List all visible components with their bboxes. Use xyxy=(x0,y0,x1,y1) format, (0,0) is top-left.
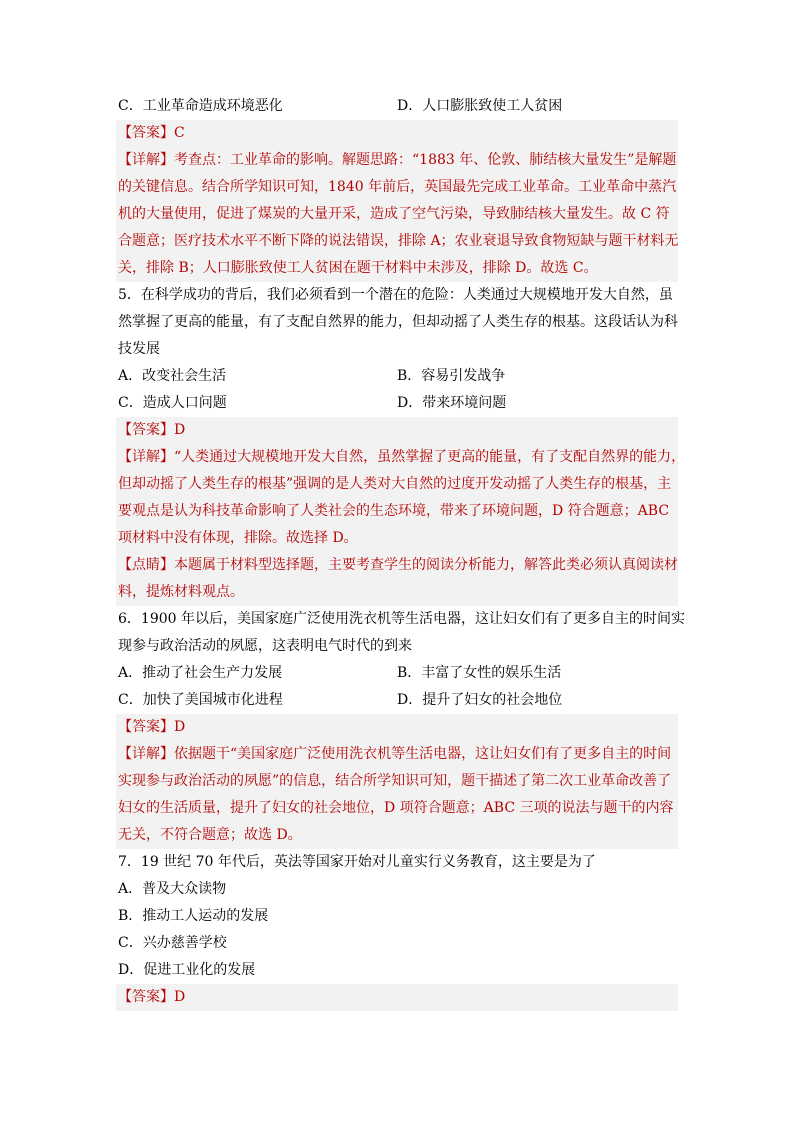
q4-option-c: C．工业革命造成环境恶化 xyxy=(118,98,283,114)
q7-option-a: A．普及大众读物 xyxy=(118,881,227,897)
q6-option-b: B．丰富了女性的娱乐生活 xyxy=(397,665,562,681)
q6-detail-line: 妇女的生活质量，提升了妇女的社会地位，D 项符合题意；ABC 三项的说法与题干的内容 xyxy=(118,800,674,816)
q7-option-c: C．兴办慈善学校 xyxy=(118,935,227,951)
q4-options-cd xyxy=(118,93,678,120)
q6-detail-line: 无关，不符合题意；故选 D。 xyxy=(118,827,302,843)
q5-option-d: D．带来环境问题 xyxy=(397,395,507,411)
q7-answer-block xyxy=(116,984,678,1011)
q6-detail-line: 【详解】依据题干“美国家庭广泛使用洗衣机等生活电器，这让妇女们有了更多自主的时间 xyxy=(118,746,672,762)
q7-answer: 【答案】D xyxy=(118,989,186,1005)
q7-option-b: B．推动工人运动的发展 xyxy=(118,908,269,924)
q5-stem-line: 5．在科学成功的背后，我们必须看到一个潜在的危险：人类通过大规模地开发大自然，虽 xyxy=(118,287,673,303)
q6-option-d: D．提升了妇女的社会地位 xyxy=(397,692,563,708)
q4-detail-line: 合题意；医疗技术水平不断下降的说法错误，排除 A；农业衰退导致食物短缺与题干材料无 xyxy=(118,233,679,249)
q7-stem: 7．19 世纪 70 年代后，英法等国家开始对儿童实行义务教育，这主要是为了 xyxy=(118,854,596,870)
q5-options-cd xyxy=(118,390,678,417)
q5-detail-line: 项材料中没有体现，排除。故选择 D。 xyxy=(118,530,358,546)
q5-detail-line: 【详解】“人类通过大规模地开发大自然，虽然掌握了更高的能量，有了支配自然界的能力， xyxy=(118,449,686,465)
q5-options-ab xyxy=(118,363,678,390)
q5-option-a: A．改变社会生活 xyxy=(118,368,227,384)
q4-answer-block xyxy=(116,120,678,282)
q4-answer: 【答案】C xyxy=(118,125,185,141)
q6-answer: 【答案】D xyxy=(118,719,186,735)
page-content xyxy=(118,93,686,1011)
q6-detail-line: 实现参与政治活动的夙愿”的信息，结合所学知识可知，题干描述了第二次工业革命改善了 xyxy=(118,773,672,789)
q6-stem-line: 6．1900 年以后，美国家庭广泛使用洗衣机等生活电器，这让妇女们有了更多自主的时间实 xyxy=(118,611,685,627)
q4-detail-line: 关，排除 B；人口膨胀致使工人贫困在题干材料中未涉及，排除 D。故选 C。 xyxy=(118,260,598,276)
q4-detail-line: 【详解】考查点：工业革命的影响。解题思路：“1883 年、伦敦、肺结核大量发生”是解题 xyxy=(118,152,677,168)
q5-detail-line: 但却动摇了人类生存的根基”强调的是人类对大自然的过度开发动摇了人类生存的根基，主 xyxy=(118,476,672,492)
q6-options-cd xyxy=(118,687,678,714)
q6-answer-block xyxy=(116,714,678,849)
q5-stem-line: 然掌握了更高的能量，有了支配自然界的能力，但却动摇了人类生存的根基。这段话认为科 xyxy=(118,314,678,330)
q6-option-a: A．推动了社会生产力发展 xyxy=(118,665,283,681)
q6-stem-line: 现参与政治活动的夙愿，这表明电气时代的到来 xyxy=(118,638,412,654)
q5-answer: 【答案】D xyxy=(118,422,186,438)
q4-detail-line: 机的大量使用，促进了煤炭的大量开采，造成了空气污染，导致肺结核大量发生。故 C 符 xyxy=(118,206,670,222)
q5-stem-line: 技发展 xyxy=(118,341,160,357)
q4-option-d: D．人口膨胀致使工人贫困 xyxy=(397,98,563,114)
q6-options-ab xyxy=(118,660,678,687)
q6-option-c: C．加快了美国城市化进程 xyxy=(118,692,283,708)
q5-answer-block xyxy=(116,417,686,606)
q5-detail-line: 要观点是认为科技革命影响了人类社会的生态环境，带来了环境问题，D 符合题意；ABC xyxy=(118,503,670,519)
q5-comment-line: 【点睛】本题属于材料型选择题，主要考查学生的阅读分析能力，解答此类必须认真阅读材 xyxy=(118,557,678,573)
q5-option-b: B．容易引发战争 xyxy=(397,368,506,384)
q7-option-d: D．促进工业化的发展 xyxy=(118,962,256,978)
q5-option-c: C．造成人口问题 xyxy=(118,395,227,411)
q4-detail-line: 的关键信息。结合所学知识可知，1840 年前后，英国最先完成工业革命。工业革命中蒸汽 xyxy=(118,179,677,195)
q5-comment-line: 料，提炼材料观点。 xyxy=(118,584,244,600)
